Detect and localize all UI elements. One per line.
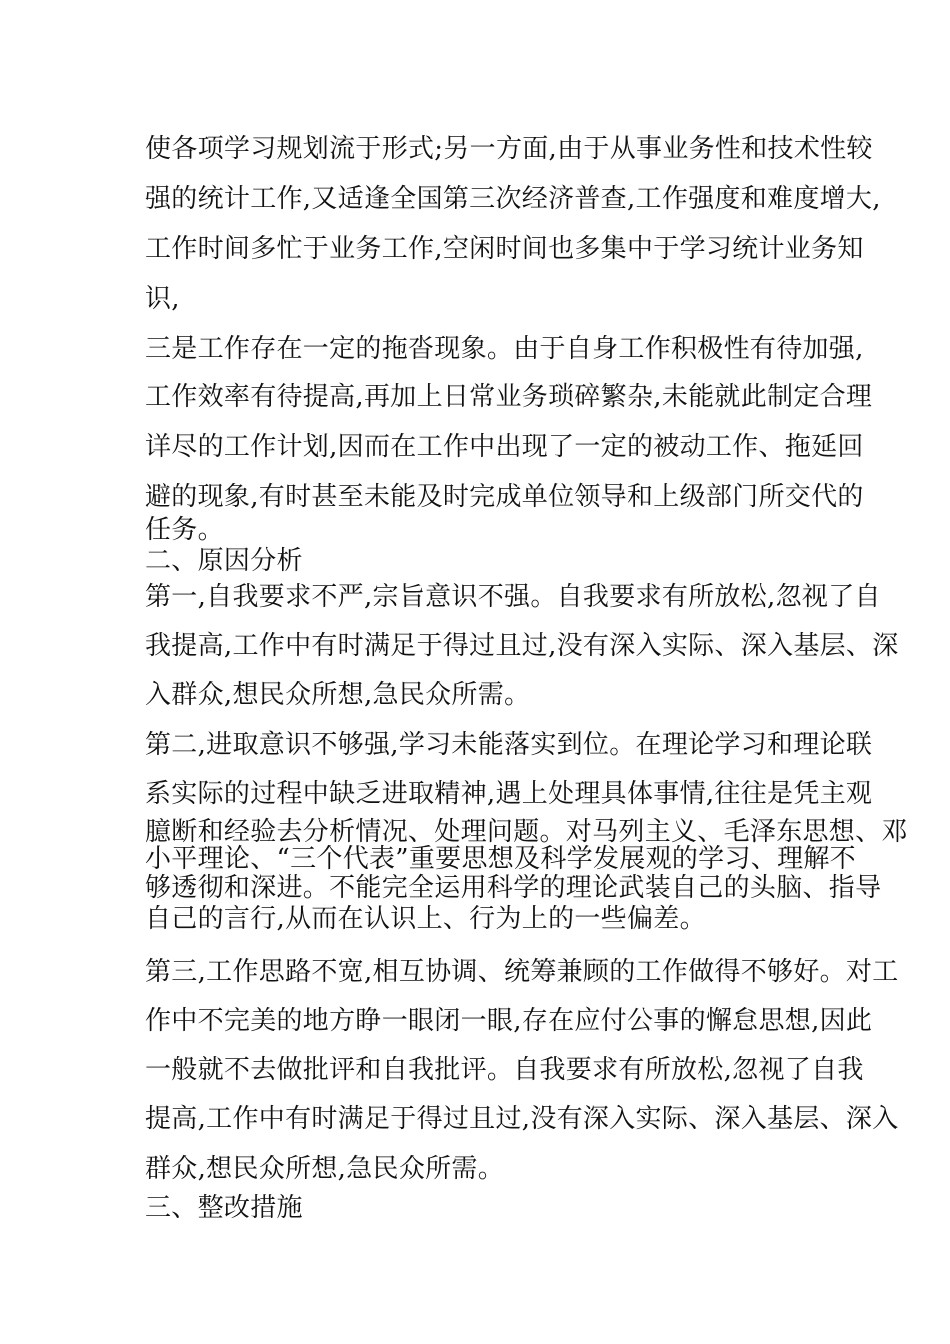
text-line: 一般就不去做批评和自我批评。自我要求有所放松,忽视了自我 bbox=[145, 1055, 864, 1085]
text-line: 第二,进取意识不够强,学习未能落实到位。在理论学习和理论联 bbox=[145, 730, 873, 760]
text-line: 第一,自我要求不严,宗旨意识不强。自我要求有所放松,忽视了自 bbox=[145, 582, 881, 612]
text-line: 提高,工作中有时满足于得过且过,没有深入实际、深入基层、深入 bbox=[145, 1104, 899, 1134]
text-line: 第三,工作思路不宽,相互协调、统筹兼顾的工作做得不够好。对工 bbox=[145, 957, 899, 987]
text-line: 三是工作存在一定的拖沓现象。由于自身工作积极性有待加强, bbox=[145, 334, 864, 364]
text-line: 我提高,工作中有时满足于得过且过,没有深入实际、深入基层、深 bbox=[145, 631, 899, 661]
text-line: 工作效率有待提高,再加上日常业务琐碎繁杂,未能就此制定合理 bbox=[145, 382, 873, 412]
text-line: 工作时间多忙于业务工作,空闲时间也多集中于学习统计业务知 bbox=[145, 234, 864, 264]
text-line: 小平理论、“三个代表”重要思想及科学发展观的学习、理解不 bbox=[145, 844, 856, 874]
text-line: 自己的言行,从而在认识上、行为上的一些偏差。 bbox=[145, 904, 706, 934]
section-heading: 三、整改措施 bbox=[145, 1193, 303, 1223]
text-line: 作中不完美的地方睁一眼闭一眼,存在应付公事的懈怠思想,因此 bbox=[145, 1006, 873, 1036]
text-line: 入群众,想民众所想,急民众所需。 bbox=[145, 680, 531, 710]
text-line: 够透彻和深进。不能完全运用科学的理论武装自己的头脑、指导 bbox=[145, 873, 882, 903]
text-line: 系实际的过程中缺乏进取精神,遇上处理具体事情,往往是凭主观 bbox=[145, 779, 873, 809]
text-line: 详尽的工作计划,因而在工作中出现了一定的被动工作、拖延回 bbox=[145, 432, 864, 462]
text-line: 臆断和经验去分析情况、处理问题。对马列主义、毛泽东思想、邓 bbox=[145, 817, 908, 847]
text-line: 使各项学习规划流于形式;另一方面,由于从事业务性和技术性较 bbox=[145, 134, 873, 164]
text-line: 识, bbox=[145, 284, 180, 314]
text-line: 强的统计工作,又适逢全国第三次经济普查,工作强度和难度增大, bbox=[145, 184, 881, 214]
text-line: 群众,想民众所想,急民众所需。 bbox=[145, 1154, 505, 1184]
text-line: 任务。 bbox=[145, 515, 224, 545]
section-heading: 二、原因分析 bbox=[145, 546, 303, 576]
text-line: 避的现象,有时甚至未能及时完成单位领导和上级部门所交代的 bbox=[145, 482, 864, 512]
